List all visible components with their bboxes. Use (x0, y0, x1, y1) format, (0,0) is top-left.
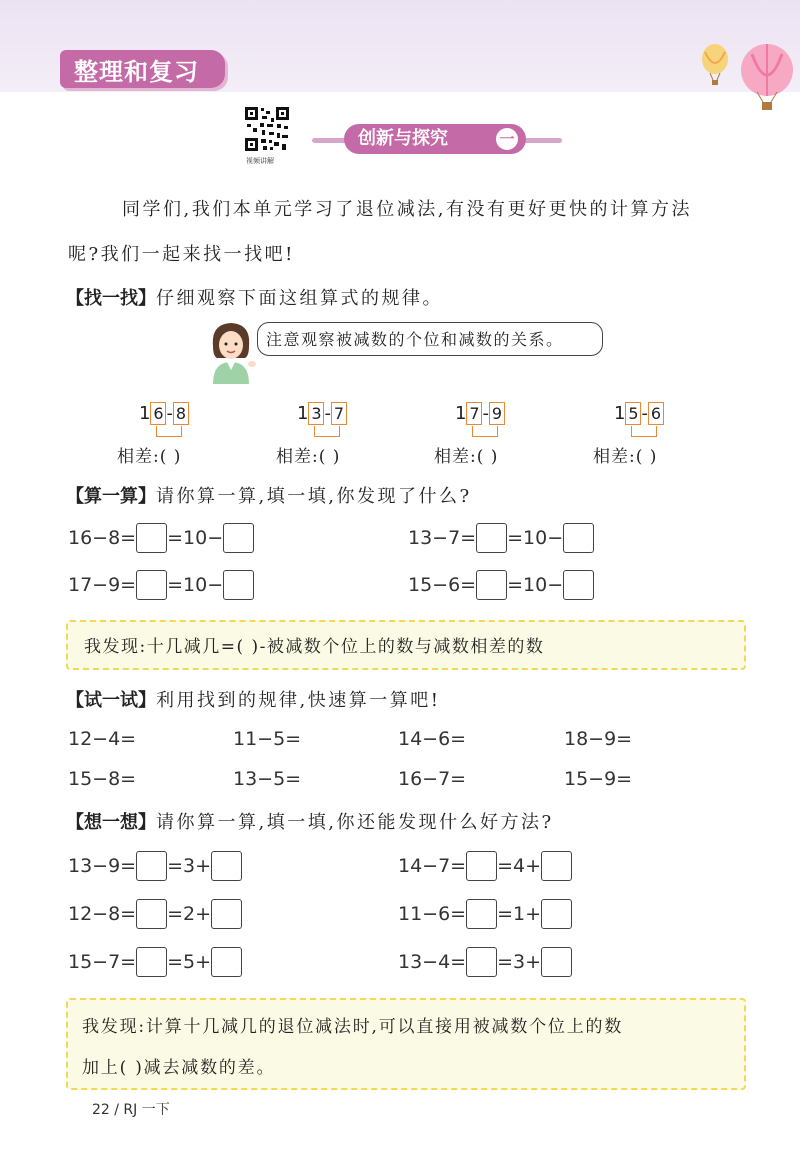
speech-bubble: 注意观察被减数的个位和减数的关系。 (257, 322, 603, 356)
equation-mid: =10− (167, 574, 224, 596)
intro-line-1: 同学们,我们本单元学习了退位减法,有没有更好更快的计算方法 (122, 199, 692, 220)
try-item: 18−9= (564, 728, 633, 750)
try-label: 【试一试】 (66, 690, 156, 711)
answer-box[interactable] (136, 523, 167, 553)
banner-number: 一 (496, 128, 518, 150)
qr-code-icon[interactable] (244, 106, 290, 152)
equation-left: 11−6= (398, 903, 467, 925)
try-item: 14−6= (398, 728, 467, 750)
answer-box[interactable] (136, 851, 167, 881)
pair-ones: 5 (625, 402, 641, 425)
answer-box[interactable] (563, 570, 594, 600)
think-text: 请你算一算,填一填,你还能发现什么好方法? (156, 812, 554, 833)
think-equation (398, 899, 572, 929)
equation-left: 17−9= (68, 574, 137, 596)
pair-bracket (472, 426, 498, 437)
answer-box[interactable] (211, 947, 242, 977)
try-item: 15−8= (68, 768, 137, 790)
answer-box[interactable] (223, 523, 254, 553)
equation-mid: =5+ (167, 951, 212, 973)
answer-box[interactable] (541, 947, 572, 977)
answer-box[interactable] (476, 570, 507, 600)
finding-1-text: 我发现:十几减几=( )-被减数个位上的数与减数相差的数 (84, 637, 545, 657)
calc-text: 请你算一算,填一填,你发现了什么? (156, 486, 472, 507)
calc-label: 【算一算】 (66, 486, 156, 507)
pair-bracket (631, 426, 657, 437)
teacher-illustration (205, 318, 257, 384)
equation-left: 13−7= (408, 527, 477, 549)
pair-ones: 3 (308, 402, 324, 425)
pair-diff: 相差:( ) (117, 447, 182, 467)
try-item: 11−5= (233, 728, 302, 750)
find-text: 仔细观察下面这组算式的规律。 (156, 288, 443, 309)
page-number: 22 / RJ 一下 (92, 1102, 170, 1118)
pair-ones: 6 (150, 402, 166, 425)
equation-left: 15−7= (68, 951, 137, 973)
answer-box[interactable] (476, 523, 507, 553)
answer-box[interactable] (211, 851, 242, 881)
pair-sub: 7 (331, 402, 347, 425)
try-text: 利用找到的规律,快速算一算吧! (156, 690, 441, 711)
pair-tens: 1 (614, 403, 626, 424)
pair-1 (139, 402, 189, 425)
find-label: 【找一找】 (66, 288, 156, 309)
answer-box[interactable] (223, 570, 254, 600)
find-section (66, 284, 443, 310)
calc-equation (408, 570, 594, 600)
try-item: 15−9= (564, 768, 633, 790)
calc-section (66, 482, 472, 508)
equation-left: 14−7= (398, 855, 467, 877)
answer-box[interactable] (211, 899, 242, 929)
equation-left: 16−8= (68, 527, 137, 549)
pair-bracket (314, 426, 340, 437)
equation-mid: =10− (507, 574, 564, 596)
think-label: 【想一想】 (66, 812, 156, 833)
equation-mid: =10− (167, 527, 224, 549)
try-item: 13−5= (233, 768, 302, 790)
section-title: 整理和复习 (74, 58, 199, 86)
think-section (66, 808, 554, 834)
pair-3 (455, 402, 505, 425)
pair-diff: 相差:( ) (434, 447, 499, 467)
answer-box[interactable] (136, 899, 167, 929)
finding-2-line-1: 我发现:计算十几减几的退位减法时,可以直接用被减数个位上的数 (82, 1017, 624, 1037)
pair-tens: 1 (297, 403, 309, 424)
pair-op: - (166, 403, 173, 424)
small-balloon-icon (700, 44, 730, 88)
think-equation (398, 851, 572, 881)
equation-mid: =3+ (497, 951, 542, 973)
calc-equation (68, 570, 254, 600)
pair-tens: 1 (455, 403, 467, 424)
try-item: 16−7= (398, 768, 467, 790)
calc-equation (408, 523, 594, 553)
equation-mid: =10− (507, 527, 564, 549)
pair-4 (614, 402, 664, 425)
pair-tens: 1 (139, 403, 151, 424)
answer-box[interactable] (541, 851, 572, 881)
pair-bracket (156, 426, 182, 437)
pair-op: - (324, 403, 331, 424)
pair-sub: 6 (648, 402, 664, 425)
equation-mid: =2+ (167, 903, 212, 925)
equation-left: 13−4= (398, 951, 467, 973)
calc-equation (68, 523, 254, 553)
pair-diff: 相差:( ) (276, 447, 341, 467)
answer-box[interactable] (136, 947, 167, 977)
banner-title: 创新与探究 (358, 128, 448, 149)
big-balloon-icon (738, 44, 796, 114)
intro-line-2: 呢?我们一起来找一找吧! (68, 244, 295, 265)
pair-sub: 9 (489, 402, 505, 425)
think-equation (68, 947, 242, 977)
pair-diff: 相差:( ) (593, 447, 658, 467)
answer-box[interactable] (466, 947, 497, 977)
answer-box[interactable] (563, 523, 594, 553)
think-equation (68, 851, 242, 881)
answer-box[interactable] (541, 899, 572, 929)
think-equation (68, 899, 242, 929)
answer-box[interactable] (466, 851, 497, 881)
answer-box[interactable] (136, 570, 167, 600)
think-equation (398, 947, 572, 977)
pair-ones: 7 (466, 402, 482, 425)
qr-label: 视频讲解 (246, 157, 274, 165)
try-section (66, 686, 440, 712)
equation-left: 13−9= (68, 855, 137, 877)
pair-2 (297, 402, 347, 425)
answer-box[interactable] (466, 899, 497, 929)
pair-sub: 8 (173, 402, 189, 425)
equation-left: 15−6= (408, 574, 477, 596)
pair-op: - (641, 403, 648, 424)
pair-op: - (482, 403, 489, 424)
equation-mid: =4+ (497, 855, 542, 877)
equation-mid: =1+ (497, 903, 542, 925)
try-item: 12−4= (68, 728, 137, 750)
equation-mid: =3+ (167, 855, 212, 877)
finding-2-line-2: 加上( )减去减数的差。 (82, 1058, 276, 1078)
equation-left: 12−8= (68, 903, 137, 925)
